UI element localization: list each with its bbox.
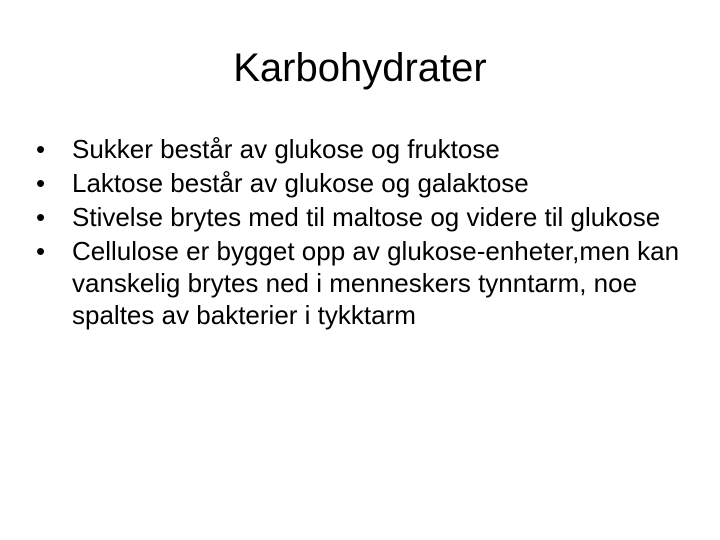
bullet-item — [36, 133, 696, 165]
bullet-icon: • — [36, 134, 46, 164]
bullet-icon: • — [36, 236, 46, 266]
bullet-item — [36, 235, 696, 331]
bullet-icon: • — [36, 168, 46, 198]
bullet-text: Sukker består av glukose og fruktose — [72, 134, 500, 164]
bullet-list — [36, 133, 696, 333]
bullet-text: Stivelse brytes med til maltose og videre til glukose — [72, 202, 661, 232]
slide-title: Karbohydrater — [233, 46, 487, 90]
bullet-item — [36, 167, 696, 199]
bullet-text: Laktose består av glukose og galaktose — [72, 168, 529, 198]
bullet-item — [36, 201, 696, 233]
bullet-icon: • — [36, 202, 46, 232]
bullet-text: Cellulose er bygget opp av glukose-enheter,men kan vanskelig brytes ned i menneskers tynntarm, noe spaltes av bakterier i tykktarm — [72, 236, 680, 330]
